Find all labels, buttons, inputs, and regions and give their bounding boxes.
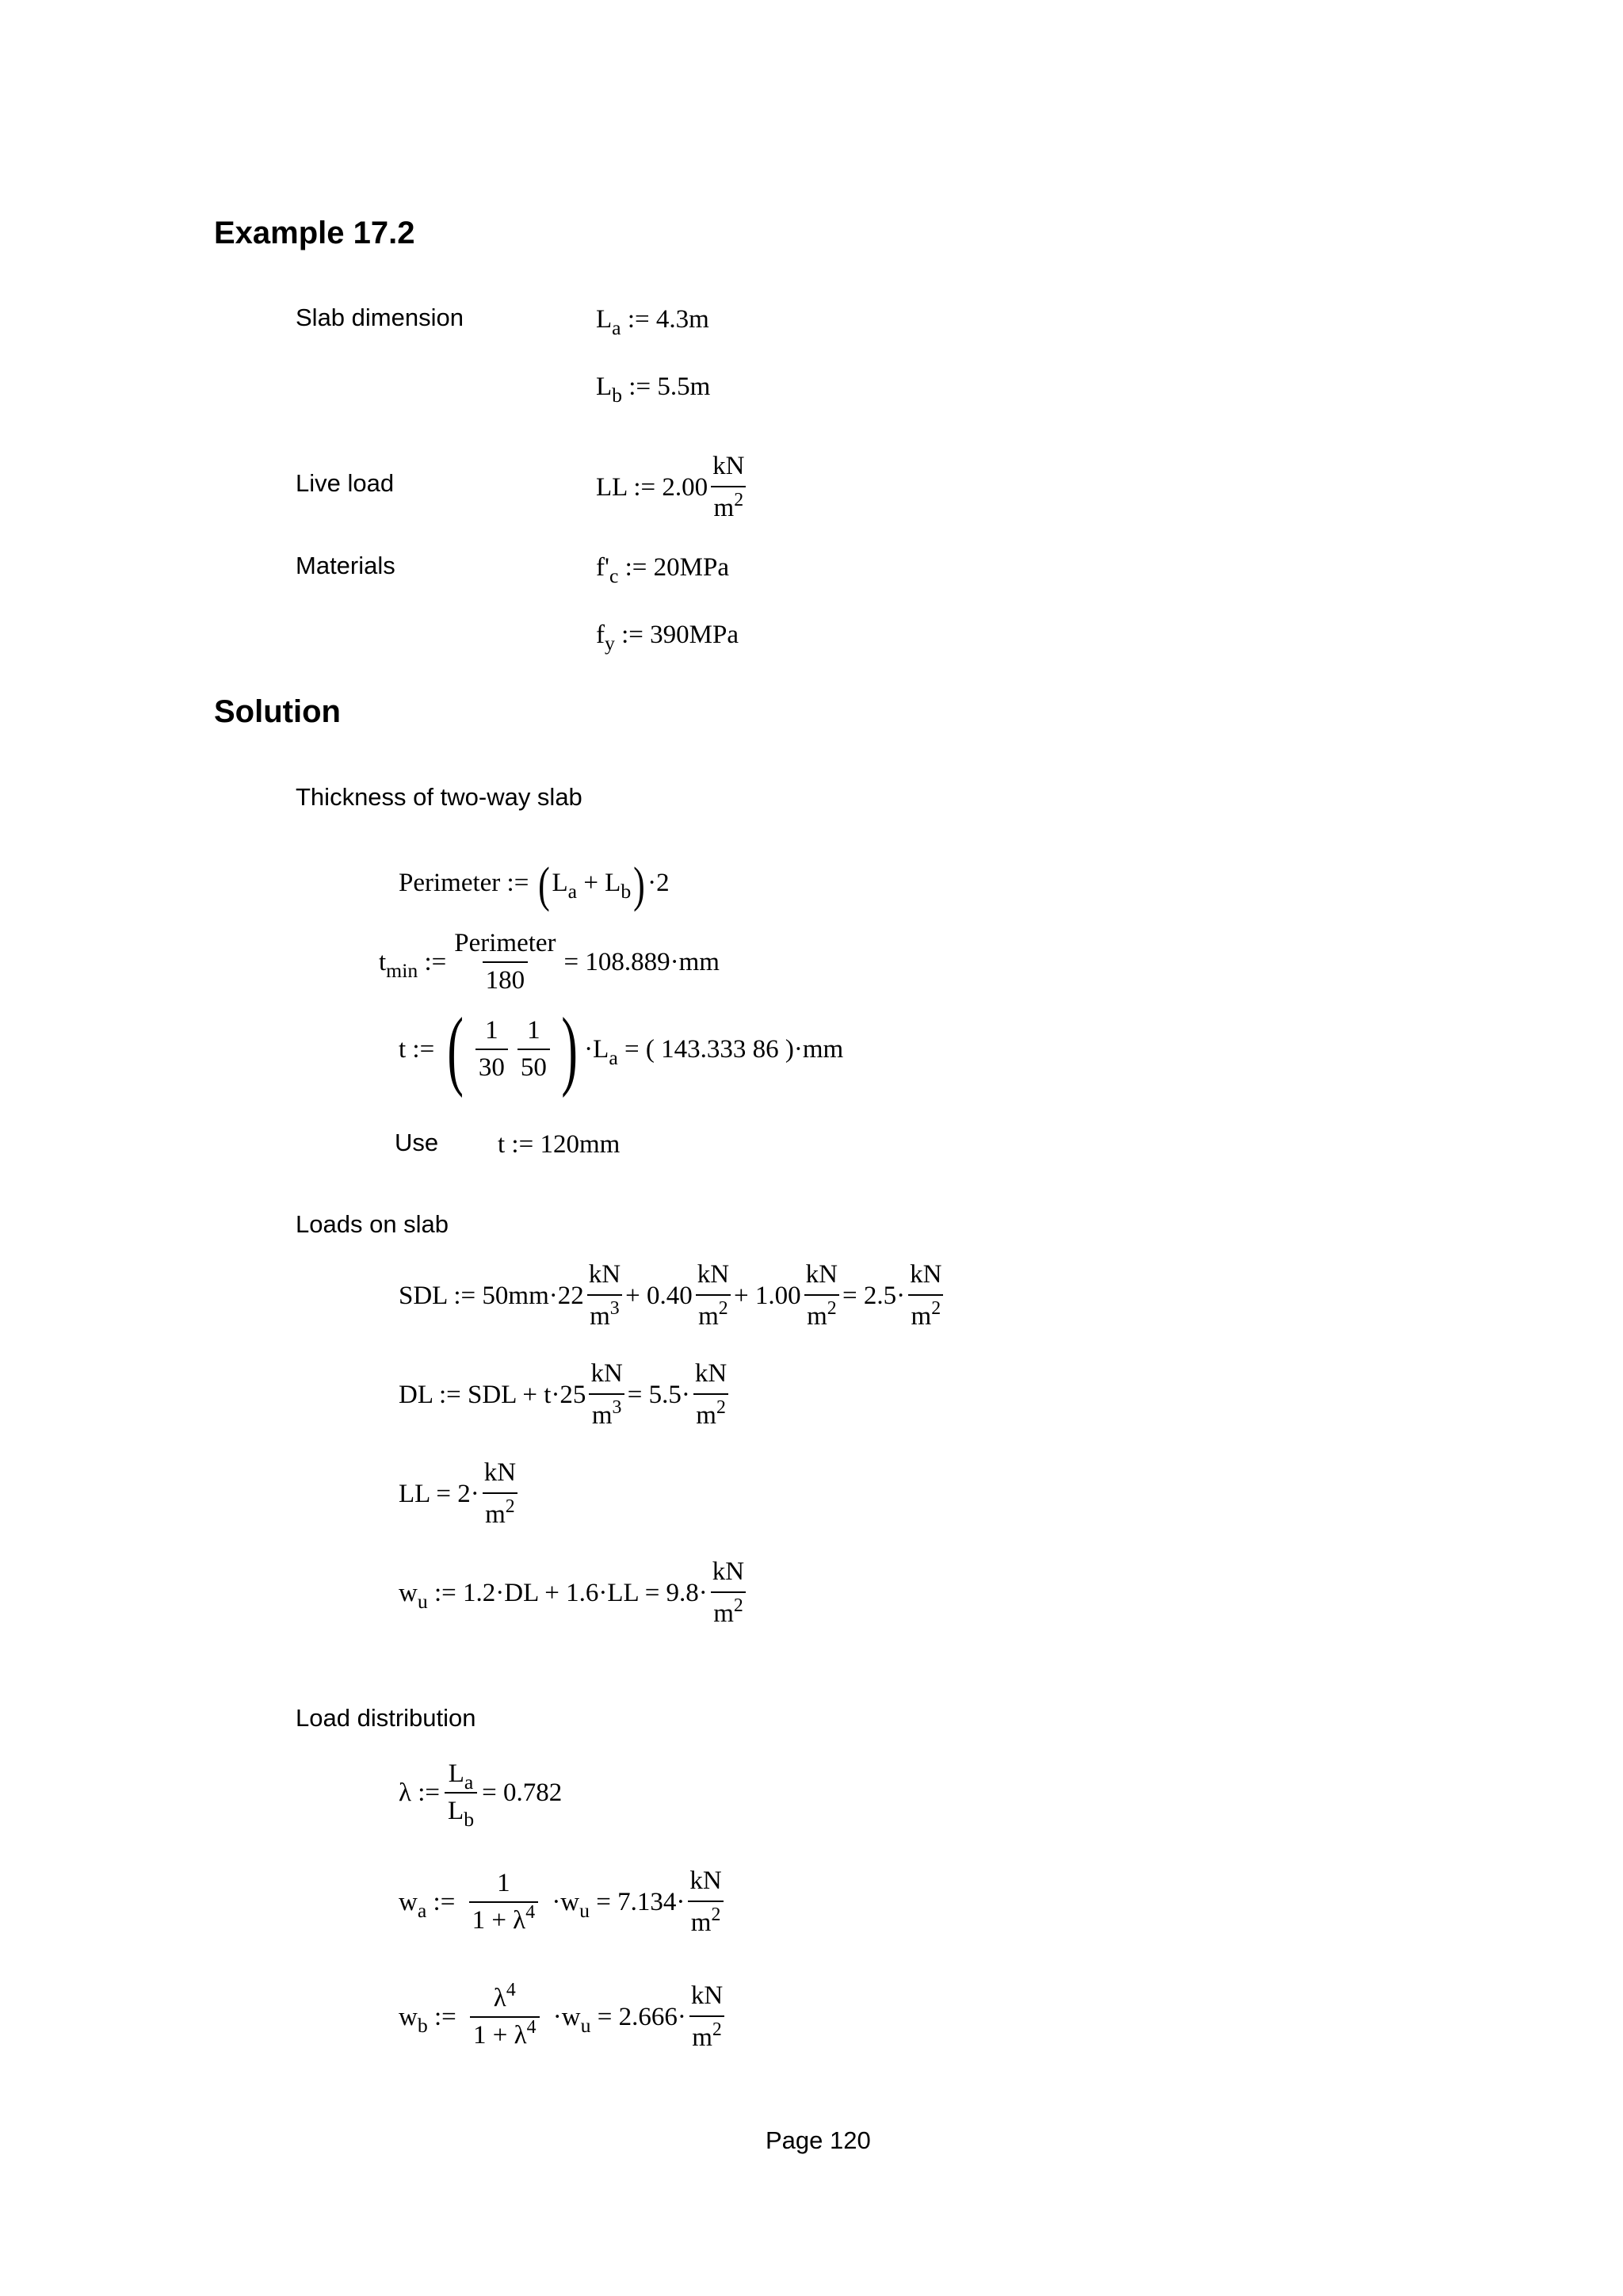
page-number: Page 120 xyxy=(766,2126,871,2154)
thickness-heading: Thickness of two-way slab xyxy=(296,783,582,811)
sdl-equation: SDL := 50mm·22 $\frac{kN}{m^3}$ + 0.40 $\frac{kN}{m^2}$ + 1.00 $\frac{kN}{m^2}$ = 2.5· $\frac{kN}{m^2}$ xyxy=(399,1260,942,1331)
LL-definition: LL := 2.00 $\frac{kN}{m^2}$ xyxy=(596,452,745,522)
Lb-definition: $L_b$ := 5.5m xyxy=(596,372,711,407)
use-label: Use xyxy=(395,1129,439,1156)
example-title: Example 17.2 xyxy=(214,216,415,250)
fy-definition: $f_y$ := 390MPa xyxy=(596,621,739,655)
lambda-equation: λ := $\frac{L_a}{L_b}$ = 0.782 xyxy=(399,1759,563,1831)
distribution-heading: Load distribution xyxy=(296,1704,476,1732)
wu-equation: $w_u$ := 1.2·DL + 1.6·LL = 9.8· $\frac{kN}{m^2}$ xyxy=(399,1557,745,1628)
t-range-equation: t := ( $\frac{1}{30}$ $\frac{1}{50}$ ) $\cdot L_a$ = ( 143.333 86 )·mm xyxy=(399,1000,844,1098)
solution-title: Solution xyxy=(214,694,341,729)
live-load-label: Live load xyxy=(296,469,395,497)
loads-heading: Loads on slab xyxy=(296,1210,449,1238)
dl-equation: DL := SDL + t·25 $\frac{kN}{m^3}$ = 5.5· $\frac{kN}{m^2}$ xyxy=(399,1359,727,1430)
materials-label: Materials xyxy=(296,552,395,579)
t-use-equation: t := 120mm xyxy=(498,1130,621,1159)
wb-equation: $w_b$ := $\frac{\lambda^4}{1 + \lambda^4}$ $\cdot w_u$ = 2.666· $\frac{kN}{m^2}$ xyxy=(399,1979,724,2052)
tmin-equation: $t_{min}$ := $\frac{\text{Perimeter}}{180}$ = 108.889·mm xyxy=(379,929,720,995)
slab-dimension-label: Slab dimension xyxy=(296,304,464,331)
wa-equation: $w_a$ := $\frac{1}{1 + \lambda^4}$ $\cdot w_u$ = 7.134· $\frac{kN}{m^2}$ xyxy=(399,1866,722,1937)
La-definition: $L_a$ := 4.3m xyxy=(596,305,709,339)
fc-definition: $f'_c$ := 20MPa xyxy=(596,553,729,587)
perimeter-equation: Perimeter := $(L_a + L_b)\cdot 2$ xyxy=(399,857,670,912)
ll-equation: LL = 2· $\frac{kN}{m^2}$ xyxy=(399,1458,517,1529)
